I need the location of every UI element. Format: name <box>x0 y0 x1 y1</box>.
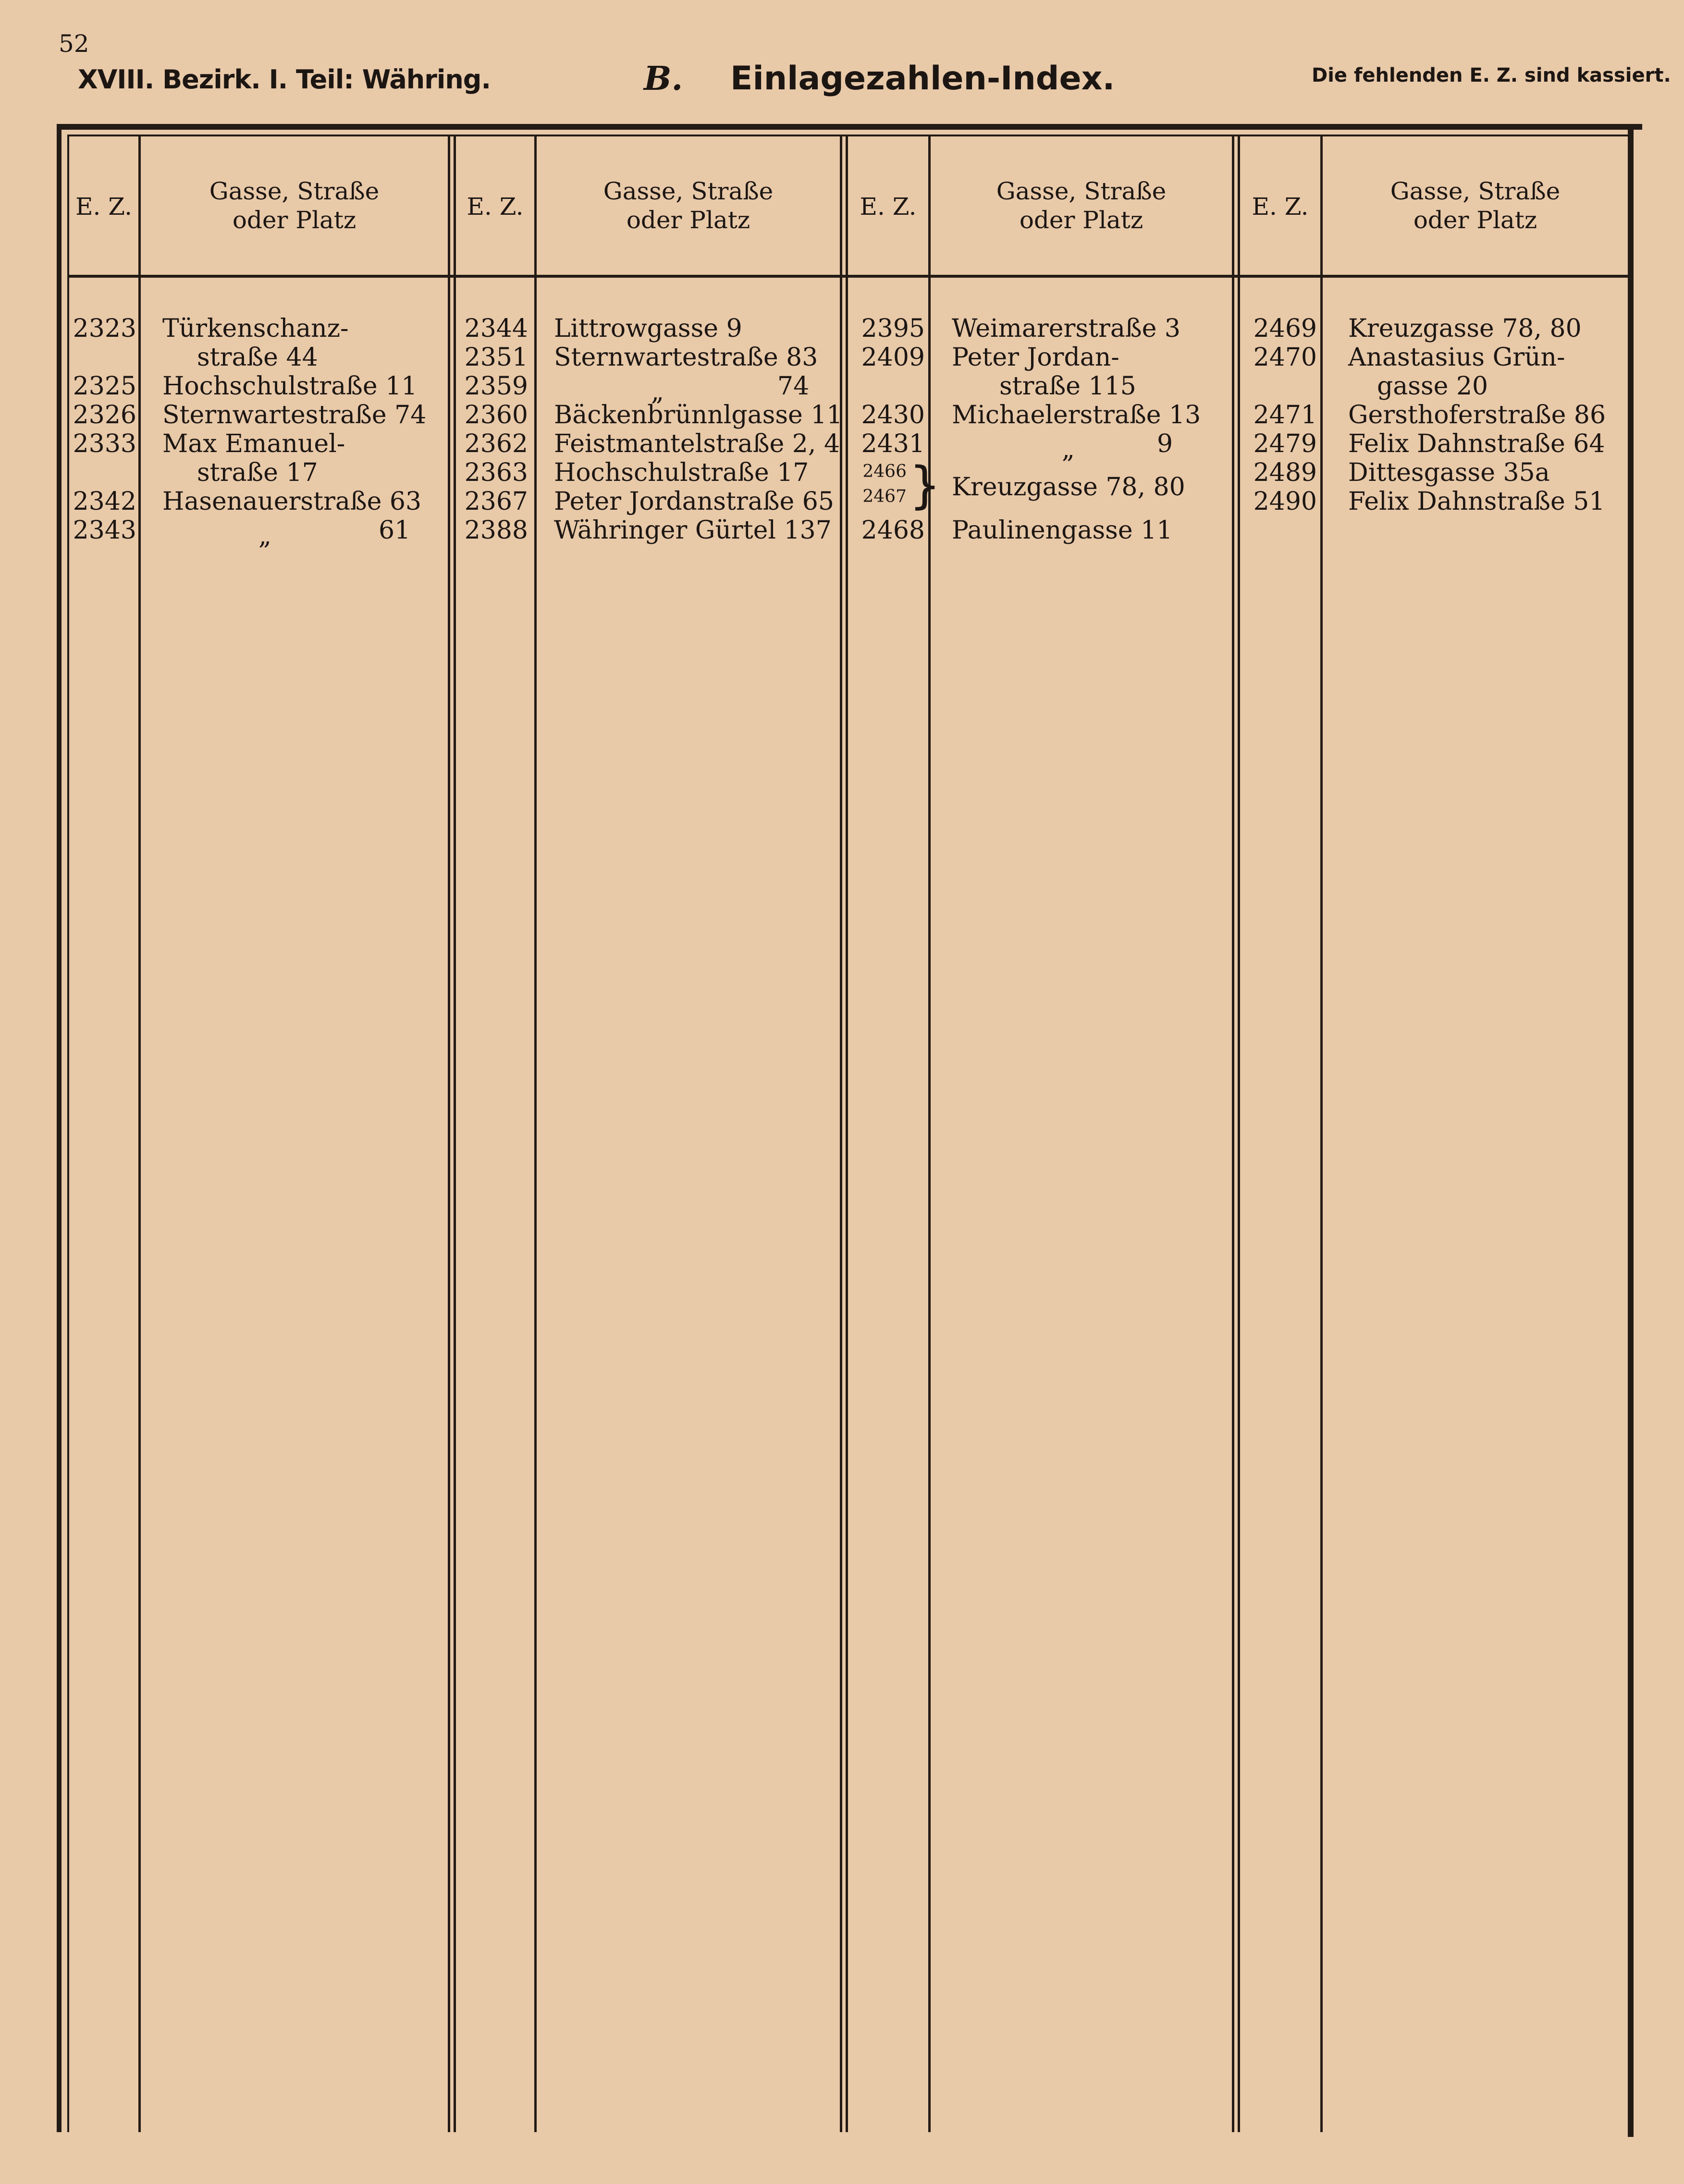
street-name: Max Emanuel- <box>162 429 345 458</box>
ez-number: 2362 <box>464 429 528 458</box>
street-name: Weimarerstraße 3 <box>952 314 1180 343</box>
street-name: Hochschulstraße 11 <box>162 372 418 401</box>
street-name: Währinger Gürtel 137 <box>554 516 832 545</box>
ez-number: 2395 <box>861 314 925 343</box>
street-column-header: Gasse, Straße oder Platz <box>209 177 380 234</box>
street-name: Sternwartestraße 74 <box>162 401 427 429</box>
col4-ez-divider <box>1320 135 1323 2132</box>
street-name: Bäckenbrünnlgasse 11 <box>554 401 843 429</box>
ez-number: 2360 <box>464 401 528 429</box>
ditto-mark: „ <box>258 522 271 551</box>
ez-number: 2367 <box>464 487 528 516</box>
page-title: Einlagezahlen-Index. <box>730 60 1115 98</box>
ez-number: 2323 <box>73 314 136 343</box>
house-number: 61 <box>379 516 411 545</box>
ez-number: 2470 <box>1253 343 1317 372</box>
ez-number: 2471 <box>1253 401 1317 429</box>
street-name: Michaelerstraße 13 <box>952 401 1201 429</box>
section-letter: B. <box>644 60 683 98</box>
street-name: Felix Dahnstraße 51 <box>1348 487 1605 516</box>
street-name: Türkenschanz- <box>162 314 349 343</box>
street-name: Kreuzgasse 78, 80 <box>1348 314 1582 343</box>
ez-column-header: E. Z. <box>860 193 917 221</box>
ez-number: 2409 <box>861 343 925 372</box>
right-outer-border <box>1628 124 1634 2137</box>
col3-ez-divider <box>928 135 931 2132</box>
col1-ez-divider <box>138 135 141 2132</box>
header-note: Die fehlenden E. Z. sind kassiert. <box>1312 64 1671 86</box>
street-name: Hasenauerstraße 63 <box>162 487 422 516</box>
street-name: Kreuzgasse 78, 80 <box>952 473 1185 502</box>
ez-number: 2467 <box>862 487 907 506</box>
street-name: Peter Jordanstraße 65 <box>554 487 834 516</box>
block-divider-1a <box>448 135 450 2132</box>
street-name: Dittesgasse 35a <box>1348 458 1550 487</box>
ez-number: 2344 <box>464 314 528 343</box>
district-heading: XVIII. Bezirk. I. Teil: Währing. <box>78 64 491 95</box>
street-name: straße 44 <box>197 343 318 372</box>
ez-number: 2466 <box>862 462 907 481</box>
page-number: 52 <box>59 30 89 58</box>
grouping-brace: } <box>909 456 941 515</box>
street-name: Littrowgasse 9 <box>554 314 742 343</box>
ez-number: 2333 <box>73 429 136 458</box>
ditto-mark: „ <box>651 378 664 406</box>
ez-number: 2343 <box>73 516 136 545</box>
street-name: Paulinengasse 11 <box>952 516 1173 545</box>
ez-number: 2430 <box>861 401 925 429</box>
ez-number: 2351 <box>464 343 528 372</box>
ez-column-header: E. Z. <box>1252 193 1309 221</box>
ez-number: 2490 <box>1253 487 1317 516</box>
street-name: Feistmantelstraße 2, 4 <box>554 429 840 458</box>
street-name: Felix Dahnstraße 64 <box>1348 429 1605 458</box>
ez-number: 2388 <box>464 516 528 545</box>
street-name: Hochschulstraße 17 <box>554 458 809 487</box>
ditto-mark: „ <box>1062 435 1075 464</box>
ez-number: 2359 <box>464 372 528 401</box>
header-separator <box>67 275 1632 278</box>
ez-number: 2489 <box>1253 458 1317 487</box>
street-column-header: Gasse, Straße oder Platz <box>603 177 774 234</box>
house-number: 9 <box>1157 429 1173 458</box>
ez-column-header: E. Z. <box>75 193 133 221</box>
street-name: Anastasius Grün- <box>1348 343 1565 372</box>
street-name: Peter Jordan- <box>952 343 1119 372</box>
table-top-rule <box>57 124 1642 130</box>
ez-column-header: E. Z. <box>467 193 524 221</box>
left-outer-border <box>57 124 61 2132</box>
street-name: Gersthoferstraße 86 <box>1348 401 1606 429</box>
street-name: straße 115 <box>999 372 1136 401</box>
table-top-rule-thin <box>67 135 1632 136</box>
street-name: straße 17 <box>197 458 318 487</box>
ez-number: 2468 <box>861 516 925 545</box>
ez-number: 2469 <box>1253 314 1317 343</box>
ez-number: 2431 <box>861 429 925 458</box>
ez-number: 2479 <box>1253 429 1317 458</box>
block-divider-3a <box>1232 135 1234 2132</box>
ez-number: 2363 <box>464 458 528 487</box>
ez-number: 2326 <box>73 401 136 429</box>
street-column-header: Gasse, Straße oder Platz <box>1390 177 1561 234</box>
street-name: Sternwartestraße 83 <box>554 343 818 372</box>
street-name: gasse 20 <box>1377 372 1488 401</box>
col2-ez-divider <box>534 135 537 2132</box>
ez-number: 2342 <box>73 487 136 516</box>
block-divider-2a <box>840 135 842 2132</box>
house-number: 74 <box>777 372 810 401</box>
ez-number: 2325 <box>73 372 136 401</box>
street-column-header: Gasse, Straße oder Platz <box>996 177 1167 234</box>
